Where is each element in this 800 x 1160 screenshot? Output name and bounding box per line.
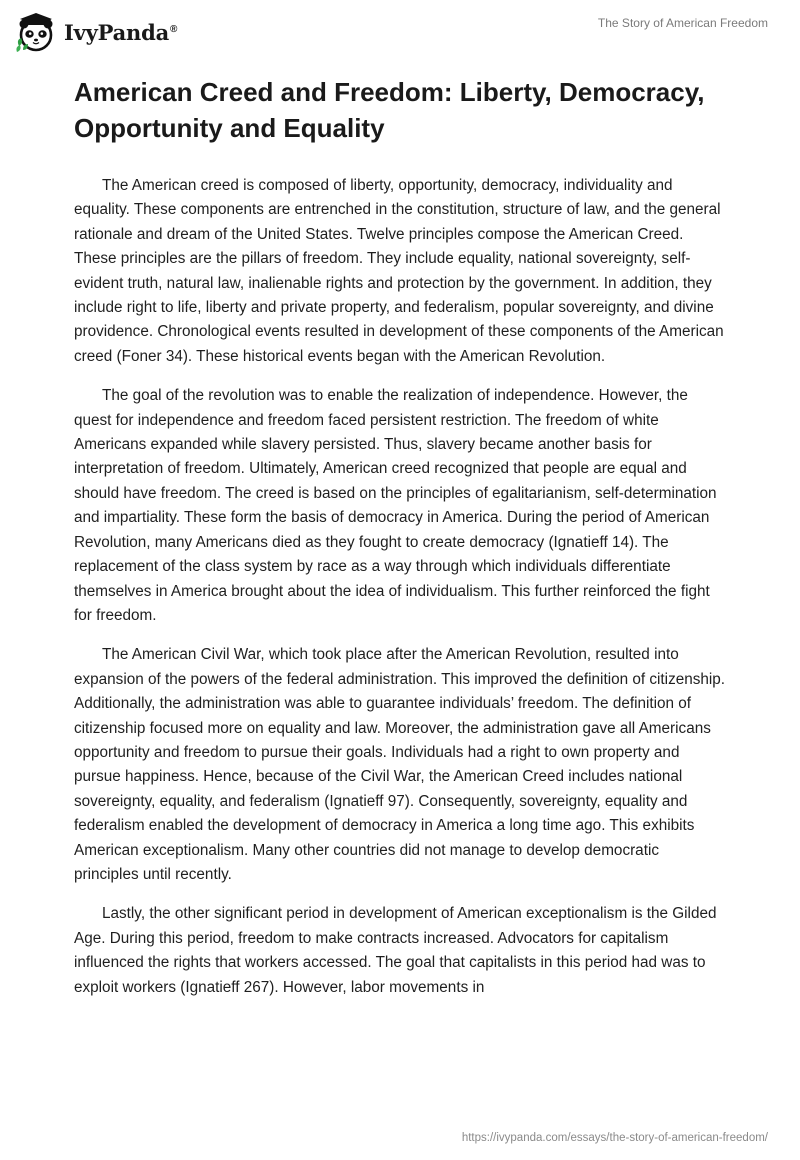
- article-title: American Creed and Freedom: Liberty, Democracy, Opportunity and Equality: [74, 77, 705, 143]
- brand-name: IvyPanda®: [64, 19, 178, 45]
- paragraph-2: The goal of the revolution was to enable the realization of independence. However, the quest for independence and freedom faced persistent restriction. The freedom of white Americans expanded while slavery persisted. Thus, slavery became another basis for interpretation of freedom. Ultimately, American creed recognized that people are equal and should have freedom. The creed is based on the principles of egalitarianism, self-determination and impartiality. These form the basis of democracy in America. During the period of American Revolution, many Americans died as they fought to create democracy (Ignatieff 14). The replacement of the class system by race as a way through which individuals differentiate themselves in America brought about the idea of individualism. This further reinforced the fight for freedom.: [74, 387, 717, 624]
- source-url-link[interactable]: https://ivypanda.com/essays/the-story-of-american-freedom/: [461, 1132, 768, 1144]
- paragraph-1: The American creed is composed of liberty, opportunity, democracy, individuality and equality. These components are entrenched in the constitution, structure of law, and the general rationale and dream of the United States. Twelve principles compose the American Creed. These principles are the pillars of freedom. They include equality, national sovereignty, self-evident truth, natural law, inalienable rights and protection by the government. In addition, they include right to life, liberty and private property, and federalism, popular sovereignty, and divine providence. Chronological events resulted in development of these components of the American creed (Foner 34). These historical events began with the American Revolution.: [74, 177, 724, 365]
- registered-mark: ®: [170, 23, 178, 35]
- paragraph-4: Lastly, the other significant period in development of American exceptionalism is the Gilded Age. During this period, freedom to make contracts increased. Advocators for capitalism influenced the rights that workers accessed. The goal that capitalists in this period had was to exploit workers (Ignatieff 267). However, labor movements in: [74, 905, 717, 996]
- ivypanda-logo[interactable]: [14, 10, 177, 54]
- running-title: The Story of American Freedom: [597, 16, 768, 30]
- article-body: [74, 74, 726, 1015]
- ivypanda-logo-icon: [14, 10, 58, 54]
- paragraph-3: The American Civil War, which took place after the American Revolution, resulted into expansion of the powers of the federal administration. This improved the definition of citizenship. Additionally, the administration was able to guarantee individuals’ freedom. The definition of citizenship focused more on equality and law. Moreover, the administration gave all Americans opportunity and freedom to pursue their goals. Individuals had a right to own property and pursue happiness. Hence, because of the Civil War, the American Creed includes national sovereignty, equality, and federalism (Ignatieff 97). Consequently, sovereignty, equality and federalism enabled the development of democracy in America a long time ago. This exhibits American exceptionalism. Many other countries did not manage to develop democratic principles until recently.: [74, 646, 726, 883]
- page-header: [0, 0, 800, 62]
